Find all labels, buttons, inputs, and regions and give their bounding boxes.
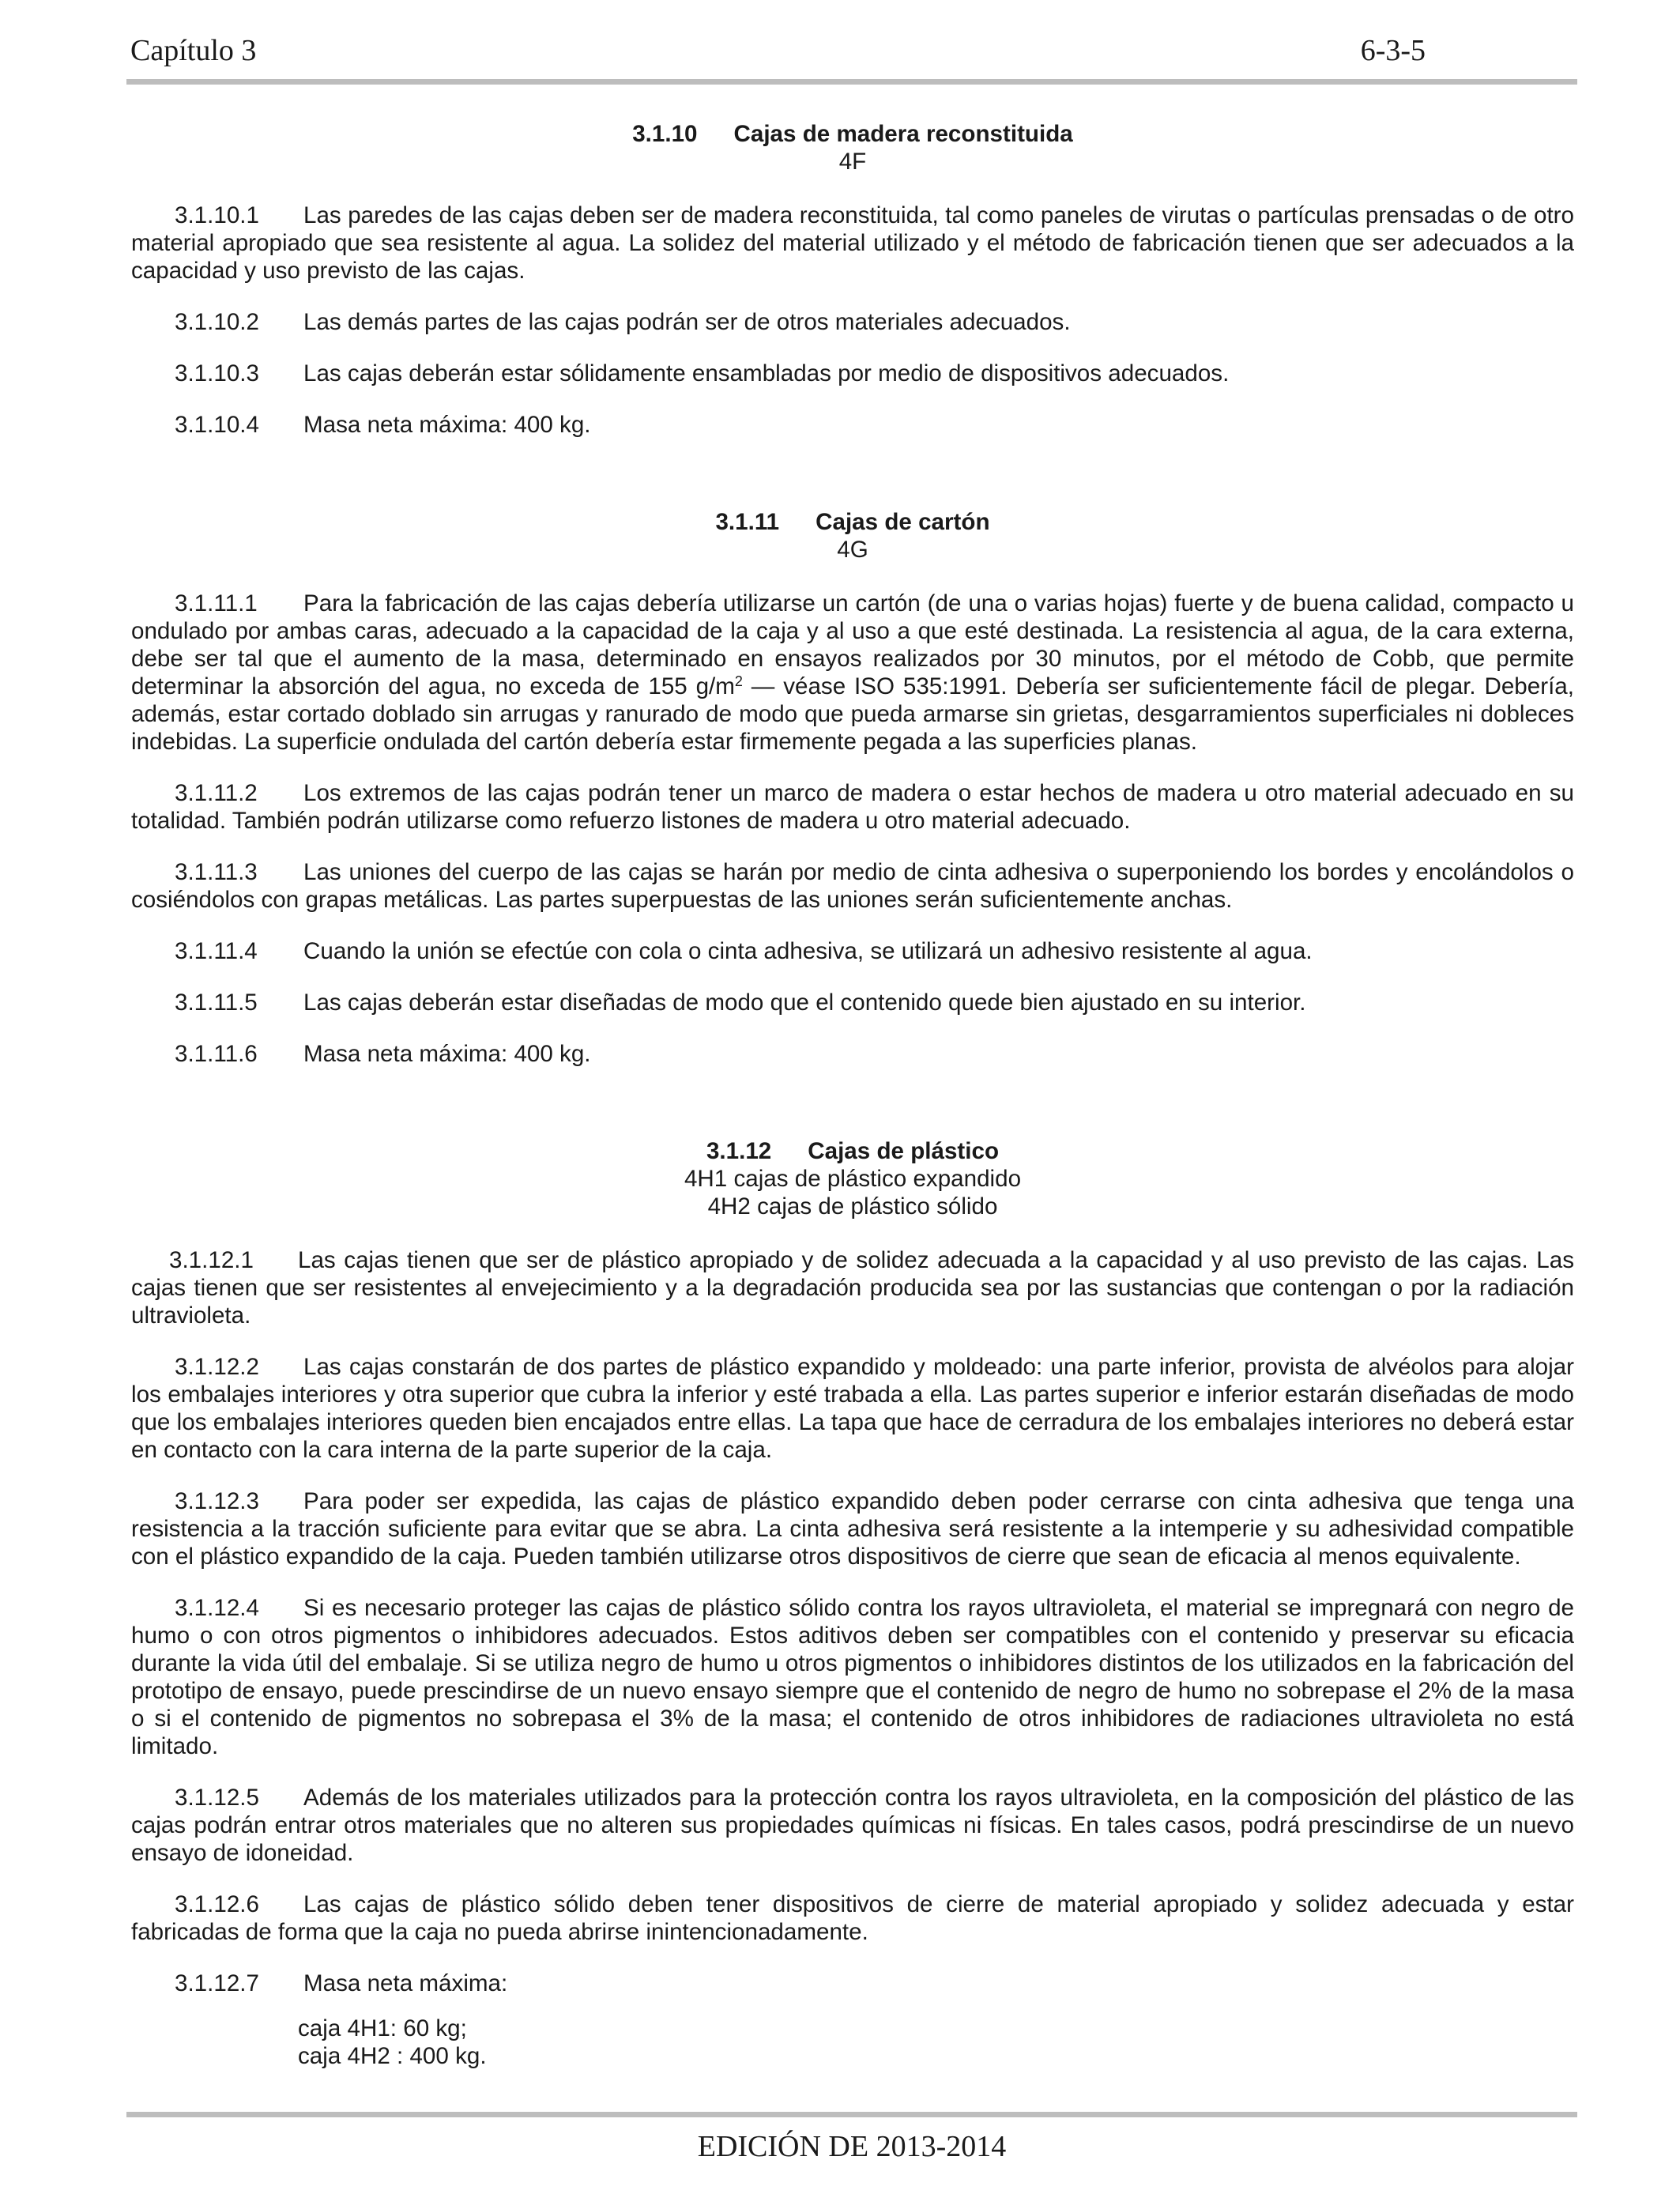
paragraph-text: Para poder ser expedida, las cajas de plástico expandido deben poder cerrarse con cinta adhesiva que tenga una resistencia a la tracción suficiente para evitar que se abra. La cinta adhesiva será resistente a la intemperie y su adhesividad compatible con el plástico expandido de la caja. Pueden también utilizarse otros dispositivos de cierre que sean de eficacia al menos equivalente.	[131, 1488, 1574, 1570]
section-code: 4F	[838, 149, 867, 175]
header-rule	[126, 79, 1577, 85]
section-heading	[131, 1137, 1574, 1220]
paragraph-text: Las uniones del cuerpo de las cajas se harán por medio de cinta adhesiva o superponiendo los bordes y encolándolos o cosiéndolos con grapas metálicas. Las partes superpuestas de las uniones serán suficientemente anchas.	[131, 859, 1574, 913]
paragraph	[131, 989, 1574, 1016]
list-item: caja 4H2 : 400 kg.	[298, 2043, 487, 2069]
paragraph-number: 3.1.10.1	[175, 202, 259, 228]
paragraph	[131, 360, 1574, 387]
paragraph-number: 3.1.10.3	[175, 360, 259, 386]
paragraph-number: 3.1.11.4	[175, 938, 258, 964]
list-item: caja 4H1: 60 kg;	[298, 2015, 467, 2041]
paragraph-text: Además de los materiales utilizados para la protección contra los rayos ultravioleta, en la composición del plástico de las cajas podrán entrar otros materiales que no alteren sus propiedades químicas ni físicas. En tales casos, podrá prescindirse de un nuevo ensayo de idoneidad.	[131, 1785, 1574, 1866]
paragraph-number: 3.1.12.1	[169, 1247, 254, 1273]
paragraph-number: 3.1.11.3	[175, 859, 258, 885]
page-reference: 6-3-5	[1360, 34, 1426, 67]
paragraph	[131, 779, 1574, 835]
paragraph-text: Las cajas de plástico sólido deben tener dispositivos de cierre de material apropiado y solidez adecuada y estar fabricadas de forma que la caja no pueda abrirse inintencionadamente.	[131, 1891, 1574, 1945]
paragraph-number: 3.1.12.7	[175, 1970, 259, 1996]
paragraph-text: Para la fabricación de las cajas debería utilizarse un cartón (de una o varias hojas) fuerte y de buena calidad, compacto u ondulado por ambas caras, adecuado a la capacidad de la caja y al uso a que esté destinada. La resistencia al agua, de la cara externa, debe ser tal que el aumento de la masa, determinado en ensayos realizados por 30 minutos, por el método de Cobb, que permite determinar la absorción del agua, no exceda de 155 g/m	[131, 590, 1574, 699]
paragraph-text: Las cajas deberán estar sólidamente ensambladas por medio de dispositivos adecuados.	[303, 360, 1230, 386]
section-title: Cajas de cartón	[816, 509, 990, 535]
section-number: 3.1.11	[715, 509, 780, 535]
paragraph-text: Los extremos de las cajas podrán tener un marco de madera o estar hechos de madera u otro material adecuado en su totalidad. También podrán utilizarse como refuerzo listones de madera u otro material adecuado.	[131, 780, 1574, 834]
paragraph	[131, 1487, 1574, 1570]
paragraph	[131, 858, 1574, 914]
paragraph	[131, 590, 1574, 756]
paragraph	[131, 1353, 1574, 1464]
section-code: 4H1 cajas de plástico expandido	[684, 1166, 1022, 1192]
paragraph	[131, 937, 1574, 965]
paragraph-number: 3.1.12.2	[175, 1354, 259, 1380]
section-heading	[131, 120, 1574, 175]
paragraph	[131, 411, 1574, 439]
edition-footer: EDICIÓN DE 2013-2014	[697, 2130, 1007, 2163]
paragraph-number: 3.1.11.2	[175, 780, 258, 806]
paragraph-number: 3.1.11.6	[175, 1041, 258, 1067]
paragraph	[131, 1784, 1574, 1867]
paragraph-text: Las cajas deberán estar diseñadas de modo que el contenido quede bien ajustado en su interior.	[303, 990, 1306, 1016]
paragraph-text: Las cajas tienen que ser de plástico apropiado y de solidez adecuada a la capacidad y al uso previsto de las cajas. Las cajas tienen que ser resistentes al envejecimiento y a la degradación producida sea por las sustancias que contengan o por la radiación ultravioleta.	[131, 1247, 1574, 1329]
max-mass-list	[131, 2015, 1574, 2070]
paragraph-number: 3.1.10.2	[175, 309, 259, 335]
chapter-label: Capítulo 3	[130, 34, 257, 67]
paragraph	[131, 1040, 1574, 1068]
section-number: 3.1.12	[706, 1138, 772, 1164]
paragraph	[131, 308, 1574, 336]
paragraph-number: 3.1.12.6	[175, 1891, 259, 1917]
paragraph-number: 3.1.11.5	[175, 990, 258, 1016]
paragraph-text: Las paredes de las cajas deben ser de madera reconstituida, tal como paneles de virutas o partículas prensadas o de otro material apropiado que sea resistente al agua. La solidez del material utilizado y el método de fabricación tienen que ser adecuados a la capacidad y uso previsto de las cajas.	[131, 202, 1574, 284]
section-heading	[131, 508, 1574, 564]
paragraph-text: Si es necesario proteger las cajas de plástico sólido contra los rayos ultravioleta, el material se impregnará con negro de humo o con otros pigmentos o inhibidores adecuados. Estos aditivos deben ser compatibles con el contenido y preservar su eficacia durante la vida útil del embalaje. Si se utiliza negro de humo u otros pigmentos o inhibidores distintos de los utilizados en la fabricación del prototipo de ensayo, puede prescindirse de un nuevo ensayo siempre que el contenido de negro de humo no sobrepase el 2% de la masa o si el contenido de pigmentos no sobrepasa el 3% de la masa; el contenido de otros inhibidores de radiaciones ultravioleta no está limitado.	[131, 1595, 1574, 1759]
section-number: 3.1.10	[632, 121, 698, 147]
superscript: 2	[734, 673, 743, 689]
paragraph-text: Masa neta máxima: 400 kg.	[303, 1041, 591, 1067]
section-title: Cajas de plástico	[808, 1138, 1000, 1164]
page-content	[131, 120, 1574, 2070]
paragraph-text-continued: — véase ISO 535:1991. Debería ser suficientemente fácil de plegar. Debería, además, estar cortado doblado sin arrugas y ranurado de modo que pueda armarse sin grietas, desgarramientos superficiales ni dobleces indebidas. La superficie ondulada del cartón debería estar firmemente pegada a las superficies planas.	[131, 673, 1574, 755]
paragraph-number: 3.1.12.4	[175, 1595, 259, 1621]
section-code: 4H2 cajas de plástico sólido	[707, 1193, 998, 1220]
footer-rule	[126, 2112, 1577, 2117]
paragraph-number: 3.1.10.4	[175, 412, 259, 438]
paragraph	[131, 1594, 1574, 1760]
paragraph	[131, 1970, 1574, 1997]
paragraph-number: 3.1.12.3	[175, 1488, 259, 1514]
section-code: 4G	[837, 537, 868, 563]
paragraph-text: Las demás partes de las cajas podrán ser de otros materiales adecuados.	[303, 309, 1071, 335]
paragraph-text: Masa neta máxima:	[303, 1970, 508, 1996]
paragraph-text: Cuando la unión se efectúe con cola o cinta adhesiva, se utilizará un adhesivo resistente al agua.	[303, 938, 1313, 964]
paragraph-number: 3.1.12.5	[175, 1785, 259, 1811]
paragraph	[131, 1246, 1574, 1329]
paragraph-text: Las cajas constarán de dos partes de plástico expandido y moldeado: una parte inferior, provista de alvéolos para alojar los embalajes interiores y otra superior que cubra la inferior y esté trabada a ella. Las partes superior e inferior estarán diseñadas de modo que los embalajes interiores queden bien encajados entre ellas. La tapa que hace de cerradura de los embalajes interiores no deberá estar en contacto con la cara interna de la parte superior de la caja.	[131, 1354, 1574, 1463]
section-title: Cajas de madera reconstituida	[733, 121, 1073, 147]
paragraph-number: 3.1.11.1	[175, 590, 258, 616]
paragraph-text: Masa neta máxima: 400 kg.	[303, 412, 591, 438]
paragraph	[131, 202, 1574, 285]
paragraph	[131, 1891, 1574, 1946]
